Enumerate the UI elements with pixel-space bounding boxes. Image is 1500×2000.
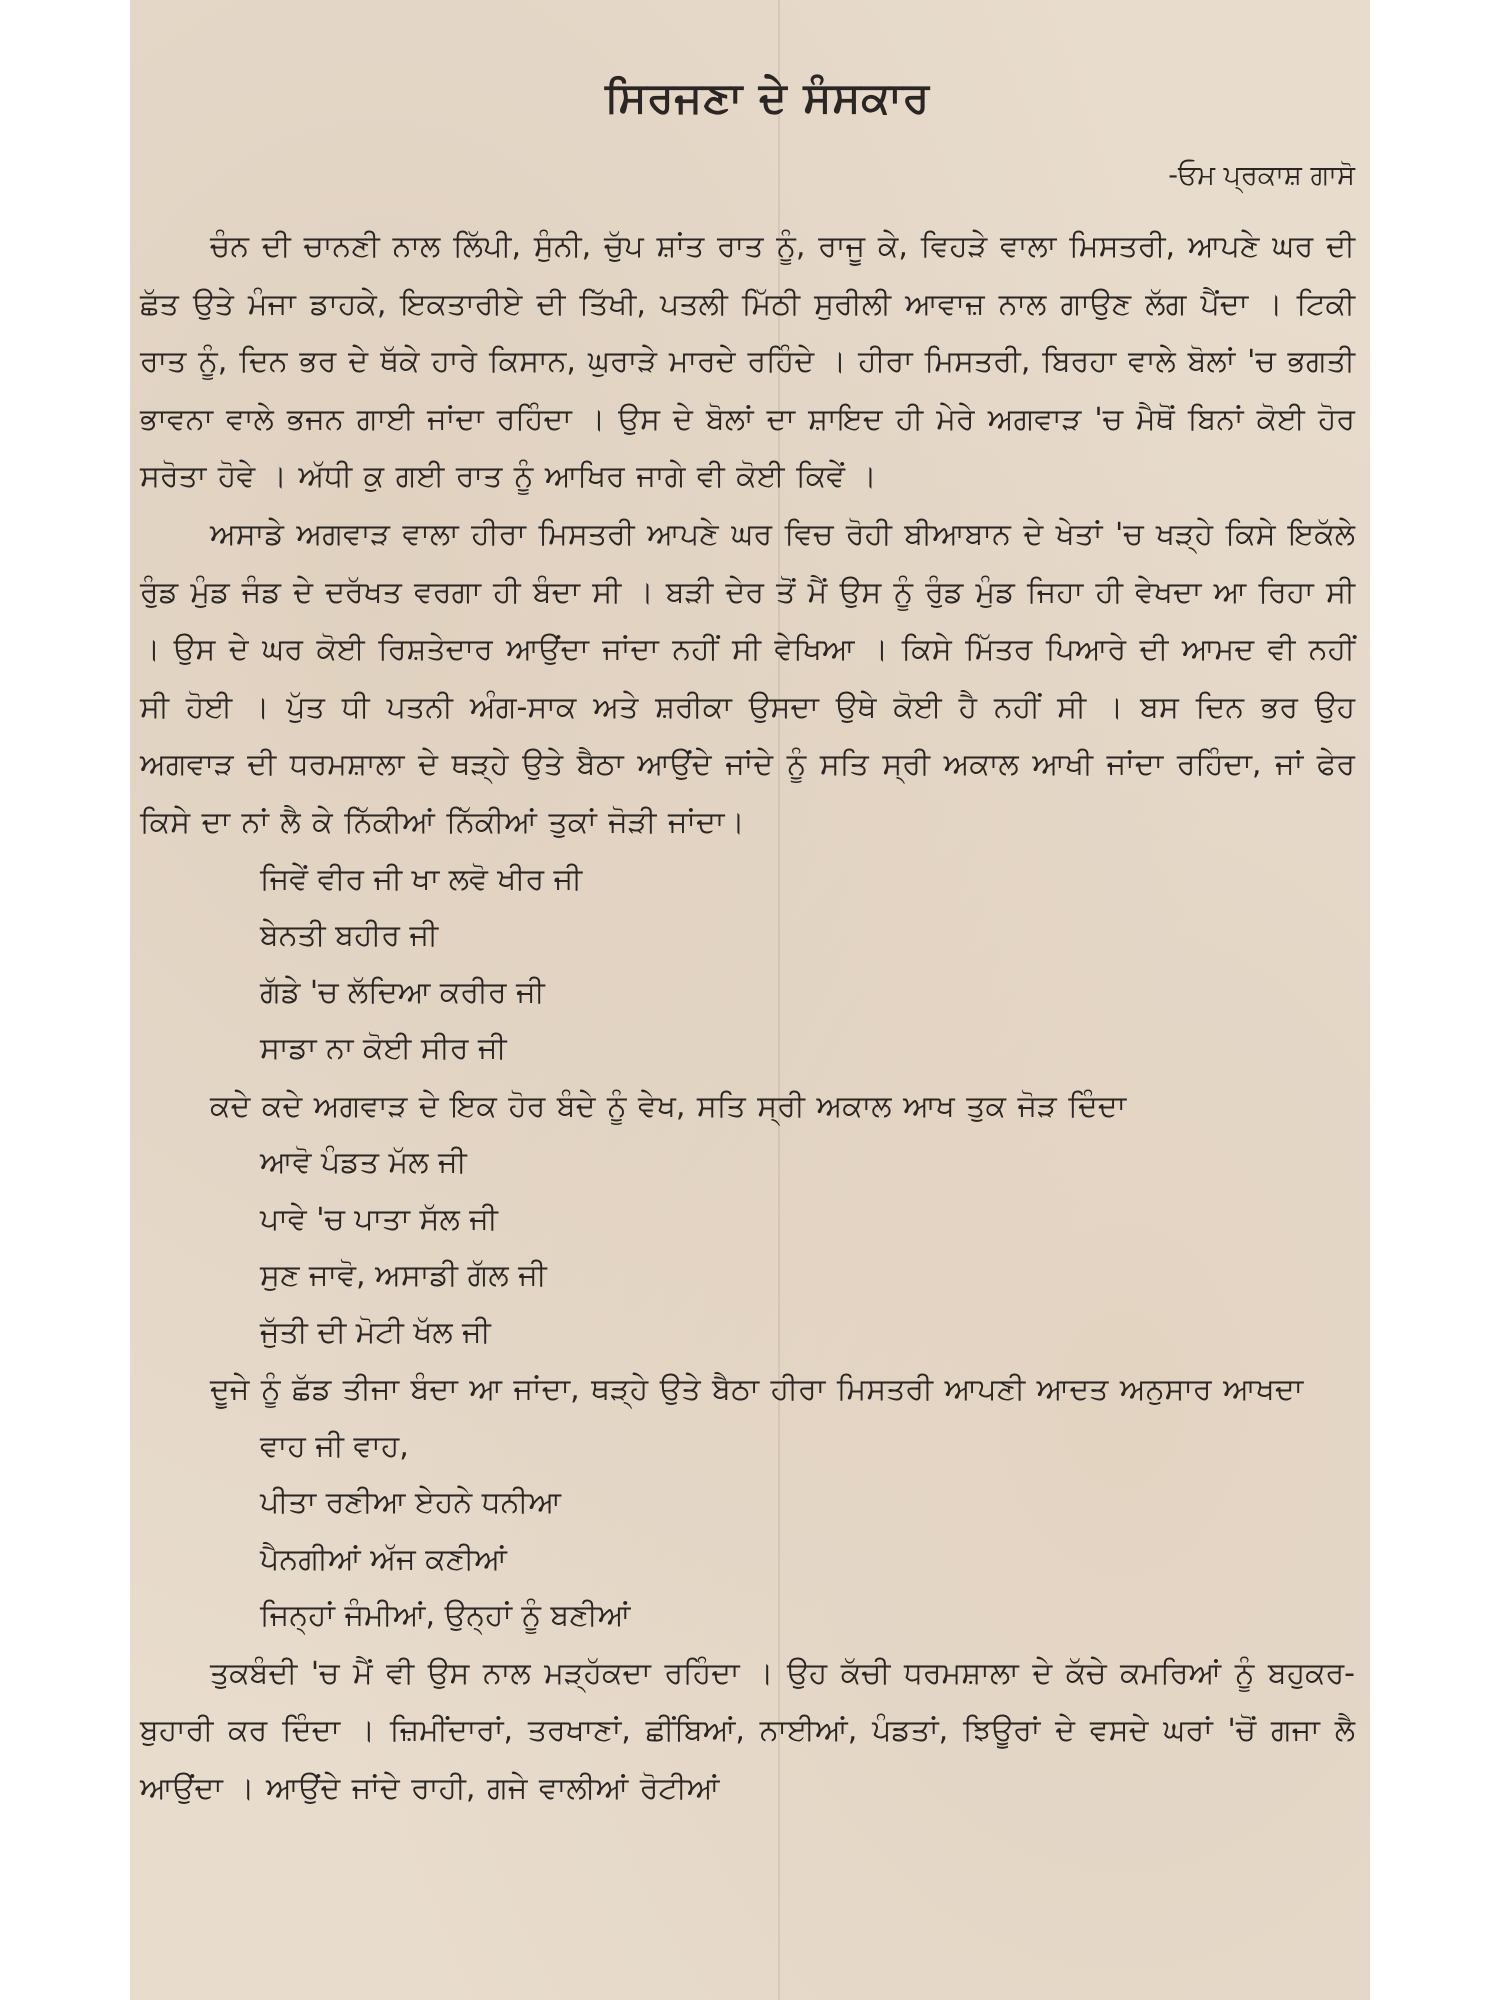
- verse-line: ਆਵੋ ਪੰਡਤ ਮੱਲ ਜੀ: [260, 1145, 467, 1181]
- verse-line: ਜਿਵੇਂ ਵੀਰ ਜੀ ਖਾ ਲਵੋ ਖੀਰ ਜੀ: [260, 861, 583, 897]
- verse-3: [140, 1419, 1355, 1645]
- verse-line: ਜੁੱਤੀ ਦੀ ਮੋਟੀ ਖੱਲ ਜੀ: [260, 1314, 491, 1350]
- paragraph-4: ਦੂਜੇ ਨੂੰ ਛੱਡ ਤੀਜਾ ਬੰਦਾ ਆ ਜਾਂਦਾ, ਥੜ੍ਹੇ ਉਤੇ ਬੈਠਾ ਹੀਰਾ ਮਿਸਤਰੀ ਆਪਣੀ ਆਦਤ ਅਨੁਸਾਰ ਆਖਦਾ: [210, 1372, 1304, 1408]
- verse-line: ਸਾਡਾ ਨਾ ਕੋਈ ਸੀਰ ਜੀ: [260, 1031, 507, 1067]
- article: [140, 70, 1355, 1818]
- page-title: ਸਿਰਜਣਾ ਦੇ ਸੰਸਕਾਰ: [604, 73, 930, 122]
- verse-line: ਗੱਡੇ 'ਚ ਲੱਦਿਆ ਕਰੀਰ ਜੀ: [260, 974, 545, 1010]
- verse-line: ਵਾਹ ਜੀ ਵਾਹ,: [260, 1428, 409, 1464]
- paragraph-3: ਕਦੇ ਕਦੇ ਅਗਵਾੜ ਦੇ ਇਕ ਹੋਰ ਬੰਦੇ ਨੂੰ ਵੇਖ, ਸਤਿ ਸ੍ਰੀ ਅਕਾਲ ਆਖ ਤੁਕ ਜੋੜ ਦਿੰਦਾ: [210, 1088, 1127, 1124]
- verse-line: ਪੈਨਗੀਆਂ ਅੱਜ ਕਣੀਆਂ: [260, 1541, 507, 1577]
- verse-line: ਜਿਨ੍ਹਾਂ ਜੰਮੀਆਂ, ਉਨ੍ਹਾਂ ਨੂੰ ਬਣੀਆਂ: [260, 1598, 631, 1634]
- verse-1: [140, 852, 1355, 1078]
- verse-line: ਪੀਤਾ ਰਣੀਆ ਏਹਨੇ ਧਨੀਆ: [260, 1485, 562, 1521]
- verse-2: [140, 1135, 1355, 1361]
- paragraph-2: ਅਸਾਡੇ ਅਗਵਾੜ ਵਾਲਾ ਹੀਰਾ ਮਿਸਤਰੀ ਆਪਣੇ ਘਰ ਵਿਚ ਰੋਹੀ ਬੀਆਬਾਨ ਦੇ ਖੇਤਾਂ 'ਚ ਖੜ੍ਹੇ ਕਿਸੇ ਇਕੱਲੇ ਰੁੰਡ ਮੁੰਡ ਜੰਡ ਦੇ ਦਰੱਖਤ ਵਰਗਾ ਹੀ ਬੰਦਾ ਸੀ । ਬੜੀ ਦੇਰ ਤੋਂ ਮੈਂ ਉਸ ਨੂੰ ਰੁੰਡ ਮੁੰਡ ਜਿਹਾ ਹੀ ਵੇਖਦਾ ਆ ਰਿਹਾ ਸੀ । ਉਸ ਦੇ ਘਰ ਕੋਈ ਰਿਸ਼ਤੇਦਾਰ ਆਉਂਦਾ ਜਾਂਦਾ ਨਹੀਂ ਸੀ ਵੇਖਿਆ । ਕਿਸੇ ਮਿੱਤਰ ਪਿਆਰੇ ਦੀ ਆਮਦ ਵੀ ਨਹੀਂ ਸੀ ਹੋਈ । ਪੁੱਤ ਧੀ ਪਤਨੀ ਅੰਗ-ਸਾਕ ਅਤੇ ਸ਼ਰੀਕਾ ਉਸਦਾ ਉਥੇ ਕੋਈ ਹੈ ਨਹੀਂ ਸੀ । ਬਸ ਦਿਨ ਭਰ ਉਹ ਅਗਵਾੜ ਦੀ ਧਰਮਸ਼ਾਲਾ ਦੇ ਥੜ੍ਹੇ ਉਤੇ ਬੈਠਾ ਆਉਂਦੇ ਜਾਂਦੇ ਨੂੰ ਸਤਿ ਸ੍ਰੀ ਅਕਾਲ ਆਖੀ ਜਾਂਦਾ ਰਹਿੰਦਾ, ਜਾਂ ਫੇਰ ਕਿਸੇ ਦਾ ਨਾਂ ਲੈ ਕੇ ਨਿੱਕੀਆਂ ਨਿੱਕੀਆਂ ਤੁਕਾਂ ਜੋੜੀ ਜਾਂਦਾ।: [140, 516, 1356, 840]
- verse-line: ਸੁਣ ਜਾਵੋ, ਅਸਾਡੀ ਗੱਲ ਜੀ: [260, 1258, 547, 1294]
- paragraph-1: ਚੰਨ ਦੀ ਚਾਨਣੀ ਨਾਲ ਲਿੱਪੀ, ਸੁੰਨੀ, ਚੁੱਪ ਸ਼ਾਂਤ ਰਾਤ ਨੂੰ, ਰਾਜੂ ਕੇ, ਵਿਹੜੇ ਵਾਲਾ ਮਿਸਤਰੀ, ਆਪਣੇ ਘਰ ਦੀ ਛੱਤ ਉਤੇ ਮੰਜਾ ਡਾਹਕੇ, ਇਕਤਾਰੀਏ ਦੀ ਤਿੱਖੀ, ਪਤਲੀ ਮਿੱਠੀ ਸੁਰੀਲੀ ਆਵਾਜ਼ ਨਾਲ ਗਾਉਣ ਲੱਗ ਪੈਂਦਾ । ਟਿਕੀ ਰਾਤ ਨੂੰ, ਦਿਨ ਭਰ ਦੇ ਥੱਕੇ ਹਾਰੇ ਕਿਸਾਨ, ਘੁਰਾੜੇ ਮਾਰਦੇ ਰਹਿੰਦੇ । ਹੀਰਾ ਮਿਸਤਰੀ, ਬਿਰਹਾ ਵਾਲੇ ਬੋਲਾਂ 'ਚ ਭਗਤੀ ਭਾਵਨਾ ਵਾਲੇ ਭਜਨ ਗਾਈ ਜਾਂਦਾ ਰਹਿੰਦਾ । ਉਸ ਦੇ ਬੋਲਾਂ ਦਾ ਸ਼ਾਇਦ ਹੀ ਮੇਰੇ ਅਗਵਾੜ 'ਚ ਮੈਥੋਂ ਬਿਨਾਂ ਕੋਈ ਹੋਰ ਸਰੋਤਾ ਹੋਵੇ । ਅੱਧੀ ਕੁ ਗਈ ਰਾਤ ਨੂੰ ਆਖਿਰ ਜਾਗੇ ਵੀ ਕੋਈ ਕਿਵੇਂ ।: [140, 229, 1355, 495]
- paragraph-5: ਤੁਕਬੰਦੀ 'ਚ ਮੈਂ ਵੀ ਉਸ ਨਾਲ ਮੜ੍ਹੱਕਦਾ ਰਹਿੰਦਾ । ਉਹ ਕੱਚੀ ਧਰਮਸ਼ਾਲਾ ਦੇ ਕੱਚੇ ਕਮਰਿਆਂ ਨੂੰ ਬਹੁਕਰ-ਬੁਹਾਰੀ ਕਰ ਦਿੰਦਾ । ਜ਼ਿਮੀਂਦਾਰਾਂ, ਤਰਖਾਣਾਂ, ਛੀਂਬਿਆਂ, ਨਾਈਆਂ, ਪੰਡਤਾਂ, ਝਿਊਰਾਂ ਦੇ ਵਸਦੇ ਘਰਾਂ 'ਚੋਂ ਗਜਾ ਲੈ ਆਉਂਦਾ । ਆਉਂਦੇ ਜਾਂਦੇ ਰਾਹੀ, ਗਜੇ ਵਾਲੀਆਂ ਰੋਟੀਆਂ: [140, 1655, 1355, 1806]
- verse-line: ਪਾਵੇ 'ਚ ਪਾਤਾ ਸੱਲ ਜੀ: [260, 1201, 498, 1237]
- author-byline: -ਓਮ ਪ੍ਰਕਾਸ਼ ਗਾਸੋ: [1168, 160, 1355, 191]
- scanned-page: [130, 0, 1370, 2000]
- verse-line: ਬੇਨਤੀ ਬਹੀਰ ਜੀ: [260, 918, 439, 954]
